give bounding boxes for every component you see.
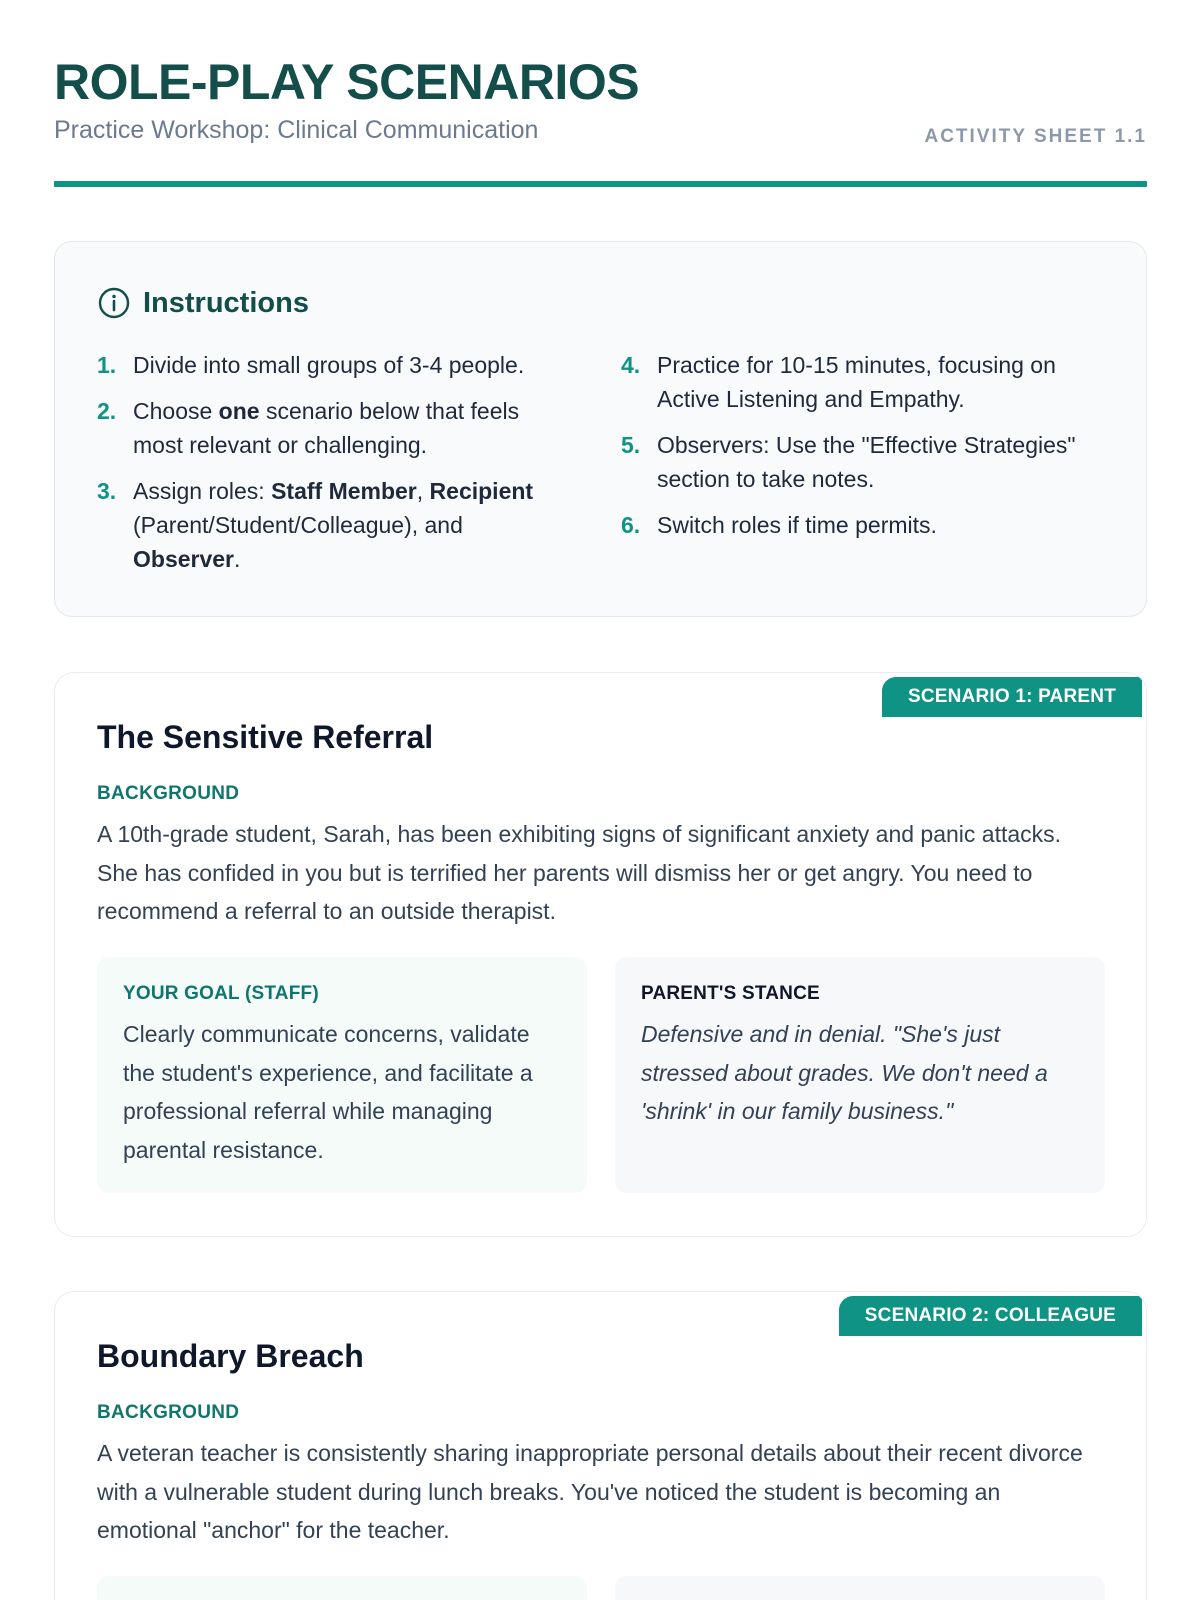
info-icon	[97, 286, 131, 320]
scenario-title: Boundary Breach	[97, 1338, 364, 1374]
instruction-step	[621, 348, 1111, 416]
instructions-list-right	[621, 348, 1111, 554]
sheet-id-label: ACTIVITY SHEET 1.1	[924, 126, 1147, 147]
staff-goal-label: YOUR GOAL (STAFF)	[123, 983, 319, 1004]
background-text: A veteran teacher is consistently sharing inappropriate personal details about their recent divorce with a vulnerable student during lunch breaks. You've noticed the student is becoming an emotional "anchor" for the teacher.	[97, 1440, 1083, 1543]
step-number: 5.	[621, 432, 641, 458]
instructions-list-left	[97, 348, 567, 588]
step-text: Assign roles: Staff Member, Recipient (Parent/Student/Colleague), and Observer.	[133, 478, 534, 572]
instructions-heading	[97, 286, 309, 320]
step-text: Switch roles if time permits.	[657, 512, 937, 538]
page-subtitle: Practice Workshop: Clinical Communication	[54, 116, 539, 144]
background-text: A 10th-grade student, Sarah, has been exhibiting signs of significant anxiety and panic attacks. She has confided in you but is terrified her parents will dismiss her or get angry. You need to recommend a referral to an outside therapist.	[97, 821, 1062, 924]
scenario-card	[54, 1291, 1147, 1600]
parent-stance-label: PARENT'S STANCE	[641, 983, 820, 1004]
instruction-step	[97, 474, 567, 576]
staff-goal-box	[97, 957, 587, 1193]
step-number: 3.	[97, 478, 117, 504]
scenario-tag: SCENARIO 1: PARENT	[882, 677, 1142, 717]
step-text: Practice for 10-15 minutes, focusing on Active Listening and Empathy.	[657, 352, 1056, 412]
step-text: Divide into small groups of 3-4 people.	[133, 352, 525, 378]
instruction-step	[97, 394, 567, 462]
step-number: 1.	[97, 352, 117, 378]
page-header	[54, 52, 1147, 146]
background-label: BACKGROUND	[97, 783, 240, 804]
step-number: 2.	[97, 398, 117, 424]
staff-goal-box	[97, 1576, 587, 1600]
instructions-panel	[54, 241, 1147, 617]
parent-stance-box	[615, 957, 1105, 1193]
instructions-title: Instructions	[143, 286, 309, 319]
colleague-stance-box	[615, 1576, 1105, 1600]
step-text: Observers: Use the "Effective Strategies" section to take notes.	[657, 432, 1076, 492]
step-number: 4.	[621, 352, 641, 378]
background-label: BACKGROUND	[97, 1402, 240, 1423]
step-text: Choose one scenario below that feels most relevant or challenging.	[133, 398, 520, 458]
page-title: ROLE-PLAY SCENARIOS	[54, 54, 640, 110]
scenario-title: The Sensitive Referral	[97, 719, 434, 755]
instruction-step	[97, 348, 567, 382]
parent-stance-text: Defensive and in denial. "She's just stressed about grades. We don't need a 'shrink' in our family business."	[641, 1021, 1048, 1124]
scenario-card	[54, 672, 1147, 1237]
instruction-step	[621, 428, 1111, 496]
step-number: 6.	[621, 512, 641, 538]
scenario-tag: SCENARIO 2: COLLEAGUE	[839, 1296, 1142, 1336]
header-divider	[54, 181, 1147, 187]
instruction-step	[621, 508, 1111, 542]
staff-goal-text: Clearly communicate concerns, validate the student's experience, and facilitate a professional referral while managing parental resistance.	[123, 1021, 533, 1163]
